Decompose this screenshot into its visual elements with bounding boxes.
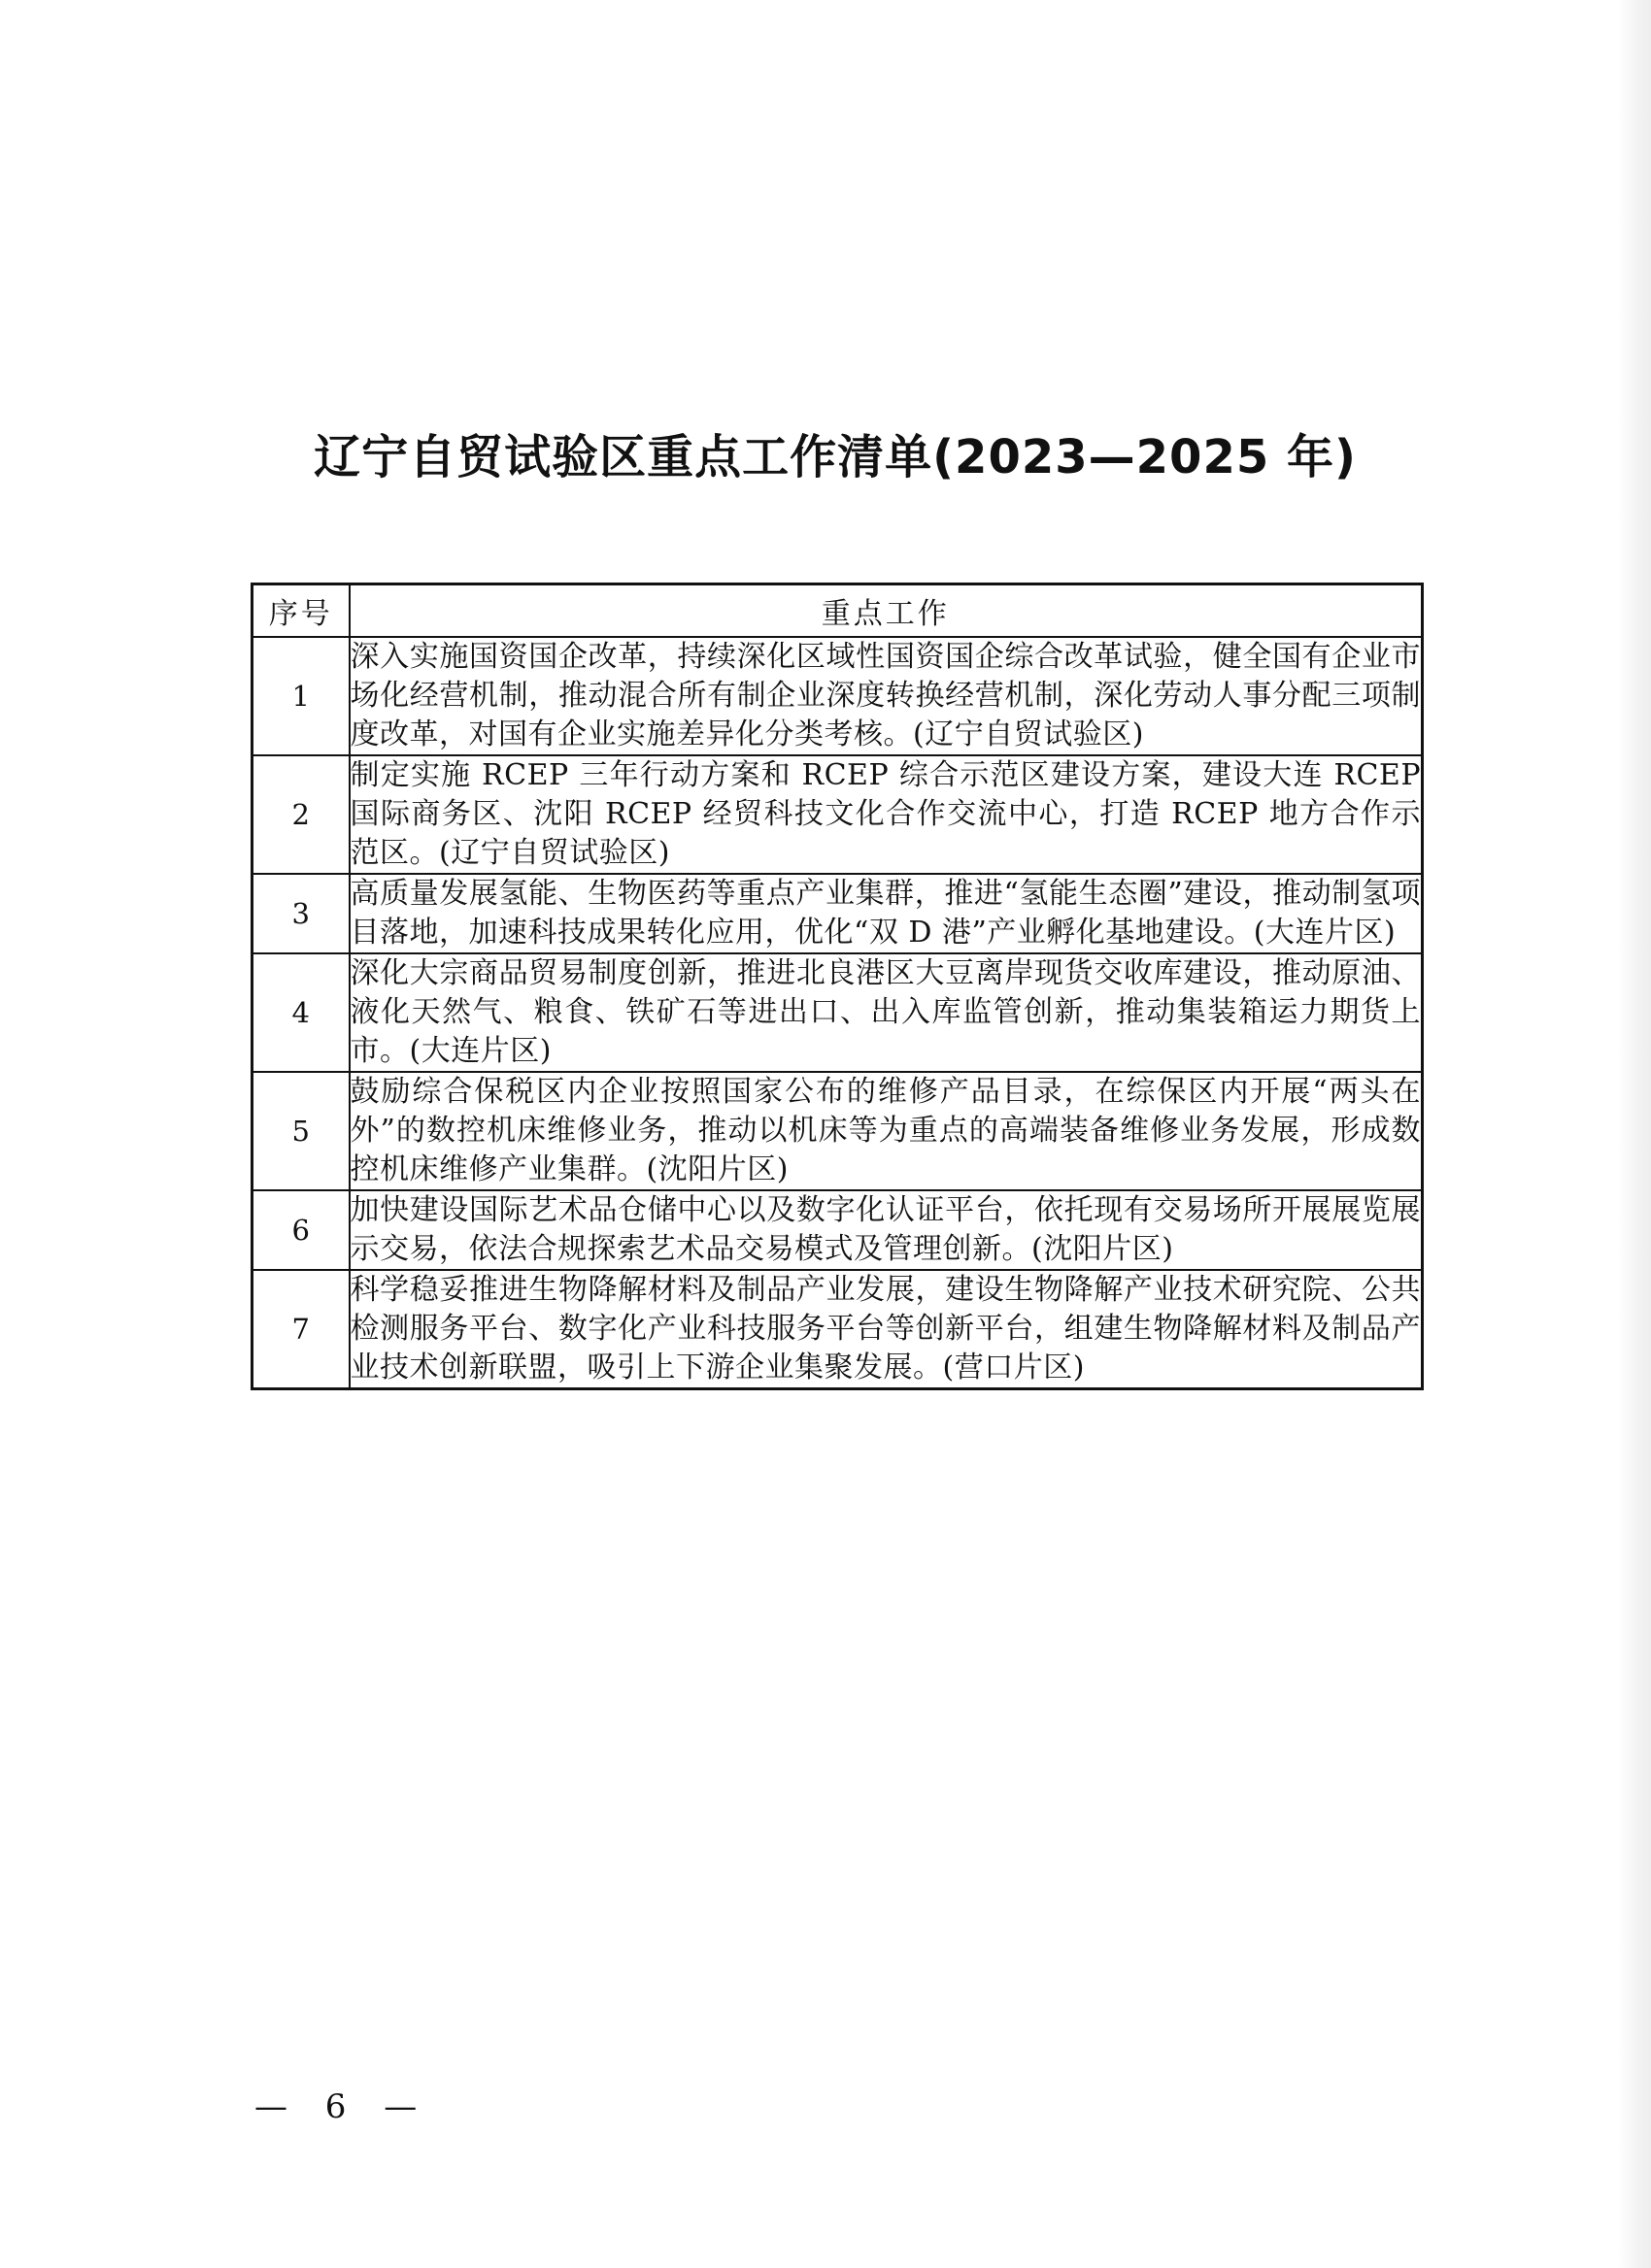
key-work-table <box>251 583 1424 1390</box>
row-content: 深化大宗商品贸易制度创新，推进北良港区大豆离岸现货交收库建设，推动原油、液化天然气、粮食、铁矿石等进出口、出入库监管创新，推动集装箱运力期货上市。(大连片区) <box>350 953 1423 1072</box>
scan-edge-shadow <box>1618 0 1651 2268</box>
row-number: 3 <box>253 874 350 953</box>
row-number: 7 <box>253 1270 350 1389</box>
table-header-row <box>253 584 1423 638</box>
table-row <box>253 637 1423 755</box>
table-row <box>253 874 1423 953</box>
table-row <box>253 953 1423 1072</box>
row-number: 1 <box>253 637 350 755</box>
row-content: 制定实施 RCEP 三年行动方案和 RCEP 综合示范区建设方案，建设大连 RCEP 国际商务区、沈阳 RCEP 经贸科技文化合作交流中心，打造 RCEP 地方合作示范区。(辽宁自贸试验区) <box>350 755 1423 874</box>
document-title: 辽宁自贸试验区重点工作清单(2023—2025 年) <box>314 430 1357 484</box>
table-row <box>253 755 1423 874</box>
row-content: 高质量发展氢能、生物医药等重点产业集群，推进“氢能生态圈”建设，推动制氢项目落地，加速科技成果转化应用，优化“双 D 港”产业孵化基地建设。(大连片区) <box>350 874 1423 953</box>
page-number: — 6 — <box>254 2087 431 2126</box>
table-row <box>253 1270 1423 1389</box>
row-content: 深入实施国资国企改革，持续深化区域性国资国企综合改革试验，健全国有企业市场化经营机制，推动混合所有制企业深度转换经营机制，深化劳动人事分配三项制度改革，对国有企业实施差异化分类考核。(辽宁自贸试验区) <box>350 637 1423 755</box>
table-row <box>253 1072 1423 1190</box>
row-number: 2 <box>253 755 350 874</box>
row-number: 4 <box>253 953 350 1072</box>
header-content: 重点工作 <box>350 584 1423 638</box>
header-number: 序号 <box>253 584 350 638</box>
row-content: 鼓励综合保税区内企业按照国家公布的维修产品目录，在综保区内开展“两头在外”的数控机床维修业务，推动以机床等为重点的高端装备维修业务发展，形成数控机床维修产业集群。(沈阳片区) <box>350 1072 1423 1190</box>
row-content: 加快建设国际艺术品仓储中心以及数字化认证平台，依托现有交易场所开展展览展示交易，依法合规探索艺术品交易模式及管理创新。(沈阳片区) <box>350 1190 1423 1270</box>
row-number: 6 <box>253 1190 350 1270</box>
table-row <box>253 1190 1423 1270</box>
row-content: 科学稳妥推进生物降解材料及制品产业发展，建设生物降解产业技术研究院、公共检测服务平台、数字化产业科技服务平台等创新平台，组建生物降解材料及制品产业技术创新联盟，吸引上下游企业集聚发展。(营口片区) <box>350 1270 1423 1389</box>
row-number: 5 <box>253 1072 350 1190</box>
